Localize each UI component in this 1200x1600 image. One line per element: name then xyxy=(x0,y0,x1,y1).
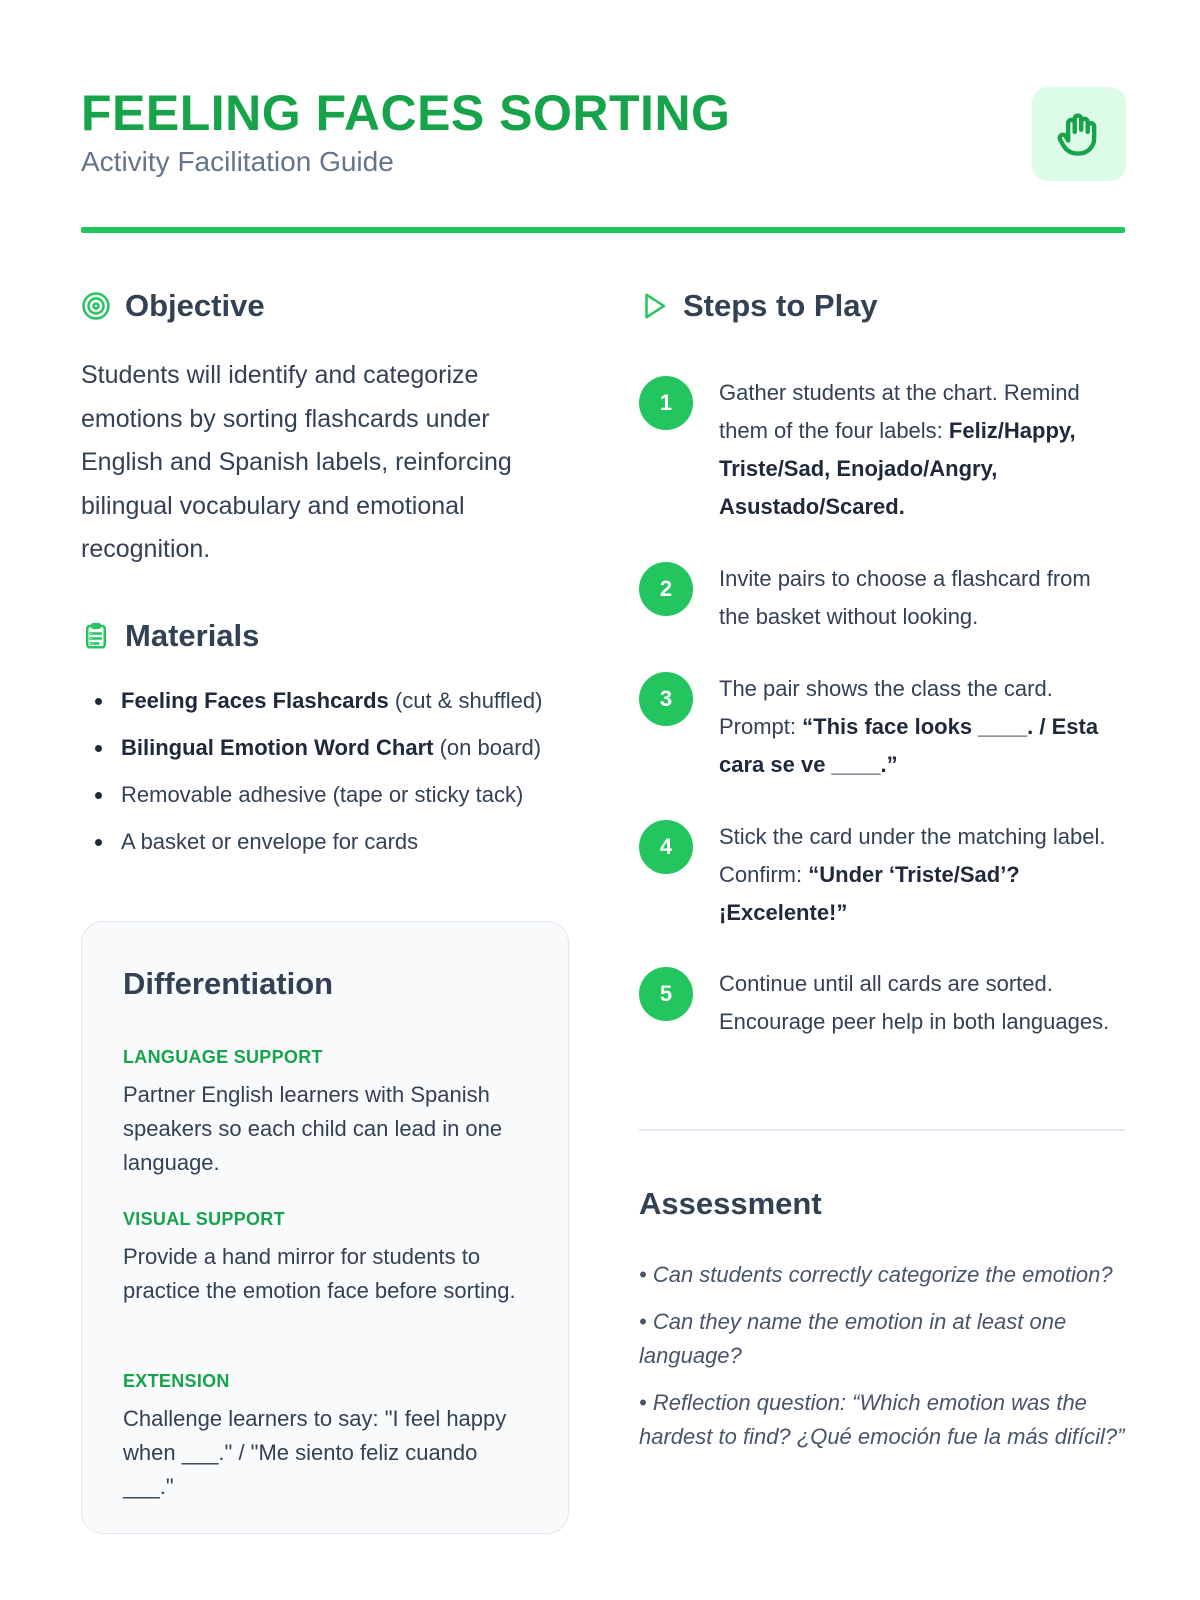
step-emphasis: Feliz/Happy, Triste/Sad, Enojado/Angry, Asustado/Scared. xyxy=(719,418,1076,519)
materials-list xyxy=(81,686,571,874)
step-number-badge: 2 xyxy=(639,562,693,616)
step-text xyxy=(719,818,1125,932)
page-title: FEELING FACES SORTING xyxy=(81,85,731,141)
diff-block-visual-support xyxy=(123,1206,533,1308)
step-number-badge: 4 xyxy=(639,820,693,874)
step-body: Invite pairs to choose a flashcard from the basket without looking. xyxy=(719,566,1091,629)
materials-heading xyxy=(81,618,259,654)
step-body: Continue until all cards are sorted. Encourage peer help in both languages. xyxy=(719,971,1110,1034)
hand-rock-icon xyxy=(1053,108,1105,160)
diff-text: Provide a hand mirror for students to practice the emotion face before sorting. xyxy=(123,1244,516,1303)
diff-block-extension xyxy=(123,1368,533,1504)
list-item xyxy=(81,827,571,874)
list-item xyxy=(81,733,571,780)
steps-heading-label: Steps to Play xyxy=(683,288,878,323)
step-emphasis: “This face looks ____. / Esta cara se ve ____.” xyxy=(719,714,1099,777)
activity-guide-page xyxy=(81,0,1125,1600)
assessment-divider xyxy=(639,1129,1125,1131)
diff-text: Challenge learners to say: "I feel happy when ___." / "Me siento feliz cuando ___." xyxy=(123,1406,507,1499)
list-item xyxy=(81,686,571,733)
diff-block-language-support xyxy=(123,1044,533,1180)
material-name: Feeling Faces Flashcards xyxy=(121,688,389,713)
step-emphasis: “Under ‘Triste/Sad’? ¡Excelente!” xyxy=(719,862,1020,925)
assessment-heading: Assessment xyxy=(639,1186,822,1221)
material-note: A basket or envelope for cards xyxy=(121,829,419,854)
list-item: • Reflection question: “Which emotion was the hardest to find? ¿Qué emoción fue la más difícil?” xyxy=(639,1390,1125,1449)
step-text xyxy=(719,374,1125,526)
step-body: Gather students at the chart. Remind them of the four labels: xyxy=(719,380,1080,443)
material-note: (on board) xyxy=(433,735,542,760)
step-text xyxy=(719,560,1125,636)
step-number-badge: 3 xyxy=(639,672,693,726)
header-divider xyxy=(81,227,1125,233)
step-body: The pair shows the class the card. Prompt: xyxy=(719,676,1053,739)
diff-text: Partner English learners with Spanish speakers so each child can lead in one language. xyxy=(123,1082,503,1175)
step-text xyxy=(719,965,1125,1041)
step-body: Stick the card under the matching label. Confirm: xyxy=(719,824,1106,887)
materials-heading-label: Materials xyxy=(125,618,260,653)
target-icon xyxy=(81,291,111,321)
play-icon xyxy=(639,291,669,321)
diff-label: EXTENSION xyxy=(123,1371,230,1391)
differentiation-card xyxy=(81,921,569,1534)
objective-heading-label: Objective xyxy=(125,288,265,323)
logo-badge xyxy=(1032,87,1126,181)
step-text xyxy=(719,670,1125,784)
step-number-badge: 5 xyxy=(639,967,693,1021)
list-item: • Can students correctly categorize the emotion? xyxy=(639,1262,1113,1287)
page-subtitle: Activity Facilitation Guide xyxy=(81,146,394,177)
differentiation-heading: Differentiation xyxy=(123,966,334,1001)
clipboard-icon xyxy=(81,621,111,651)
list-item xyxy=(81,780,571,827)
diff-label: VISUAL SUPPORT xyxy=(123,1209,285,1229)
diff-label: LANGUAGE SUPPORT xyxy=(123,1047,323,1067)
steps-heading xyxy=(639,288,878,324)
step-number-badge: 1 xyxy=(639,376,693,430)
material-note: (cut & shuffled) xyxy=(388,688,543,713)
objective-text: Students will identify and categorize emotions by sorting flashcards under English and Spanish labels, reinforcing bilingual vocabulary and emotional recognition. xyxy=(81,361,512,563)
material-name: Bilingual Emotion Word Chart xyxy=(121,735,434,760)
list-item: • Can they name the emotion in at least one language? xyxy=(639,1309,1067,1368)
assessment-list xyxy=(639,1258,1125,1467)
objective-heading xyxy=(81,288,265,324)
material-note: Removable adhesive (tape or sticky tack) xyxy=(121,782,524,807)
